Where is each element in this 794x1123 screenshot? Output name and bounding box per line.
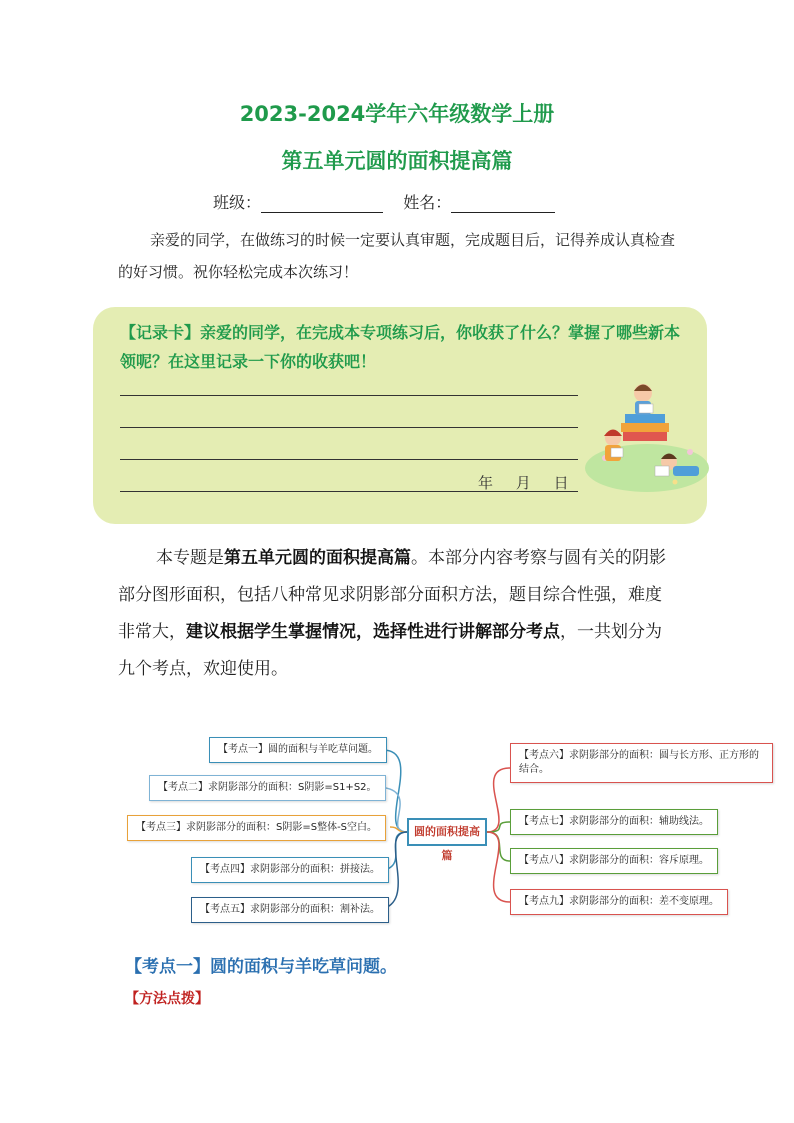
- mind-map-node-1: 【考点一】圆的面积与羊吃草问题。: [209, 737, 387, 763]
- mind-map-node-9: 【考点九】求阴影部分的面积：差不变原理。: [510, 889, 728, 915]
- class-label: 班级：: [213, 193, 262, 212]
- mind-map-node-3: 【考点三】求阴影部分的面积：S阴影=S整体-S空白。: [127, 815, 386, 841]
- record-line-2[interactable]: [120, 427, 578, 428]
- class-field[interactable]: [261, 194, 383, 213]
- record-line-1[interactable]: [120, 395, 578, 396]
- student-info-line: [213, 190, 555, 213]
- mind-map-node-6: 【考点六】求阴影部分的面积：圆与长方形、正方形的结合。: [510, 743, 773, 783]
- children-reading-illustration-icon: [575, 380, 715, 500]
- title-line-1: 2023-2024学年六年级数学上册: [239, 102, 555, 126]
- mind-map-node-7: 【考点七】求阴影部分的面积：辅助线法。: [510, 809, 718, 835]
- description-part-1: 本专题是: [156, 548, 224, 568]
- description-bold-advice: 建议根据学生掌握情况，选择性进行讲解部分考点: [186, 622, 560, 642]
- date-year: 年: [478, 474, 494, 492]
- description-bold-title: 第五单元圆的面积提高篇: [224, 548, 411, 568]
- method-tips-label: 【方法点拨】: [125, 991, 209, 1007]
- intro-paragraph: 亲爱的同学，在做练习的时候一定要认真审题，完成题目后，记得养成认真检查的好习惯。祝你轻松完成本次练习！: [118, 231, 676, 281]
- mind-map-node-2: 【考点二】求阴影部分的面积：S阴影=S1+S2。: [149, 775, 386, 801]
- record-date: [478, 472, 587, 493]
- mind-map-center-node: 圆的面积提高篇: [407, 818, 487, 846]
- name-field[interactable]: [451, 194, 555, 213]
- description-part-3: 。本部分内容考察与圆有关的阴影部分图形面积，包括八种常见求阴影部分面积方法，题目综合性强，难度非常大，: [118, 548, 666, 642]
- record-card-text: 【记录卡】亲爱的同学，在完成本专项练习后，你收获了什么？掌握了哪些新本领呢？在这里记录一下你的收获吧！: [120, 323, 681, 371]
- mind-map-node-5: 【考点五】求阴影部分的面积：割补法。: [191, 897, 389, 923]
- mind-map: [125, 725, 775, 930]
- title-line-2: 第五单元圆的面积提高篇: [281, 149, 513, 173]
- section-heading: 【考点一】圆的面积与羊吃草问题。: [125, 957, 397, 977]
- date-month: 月: [515, 474, 531, 492]
- topic-description: [118, 540, 678, 688]
- mind-map-node-8: 【考点八】求阴影部分的面积：容斥原理。: [510, 848, 718, 874]
- record-line-3[interactable]: [120, 459, 578, 460]
- name-label: 姓名：: [403, 193, 452, 212]
- date-day: 日: [553, 474, 569, 492]
- description-part-5: ，一共划分为九个考点，欢迎使用。: [118, 622, 662, 679]
- mind-map-node-4: 【考点四】求阴影部分的面积：拼接法。: [191, 857, 389, 883]
